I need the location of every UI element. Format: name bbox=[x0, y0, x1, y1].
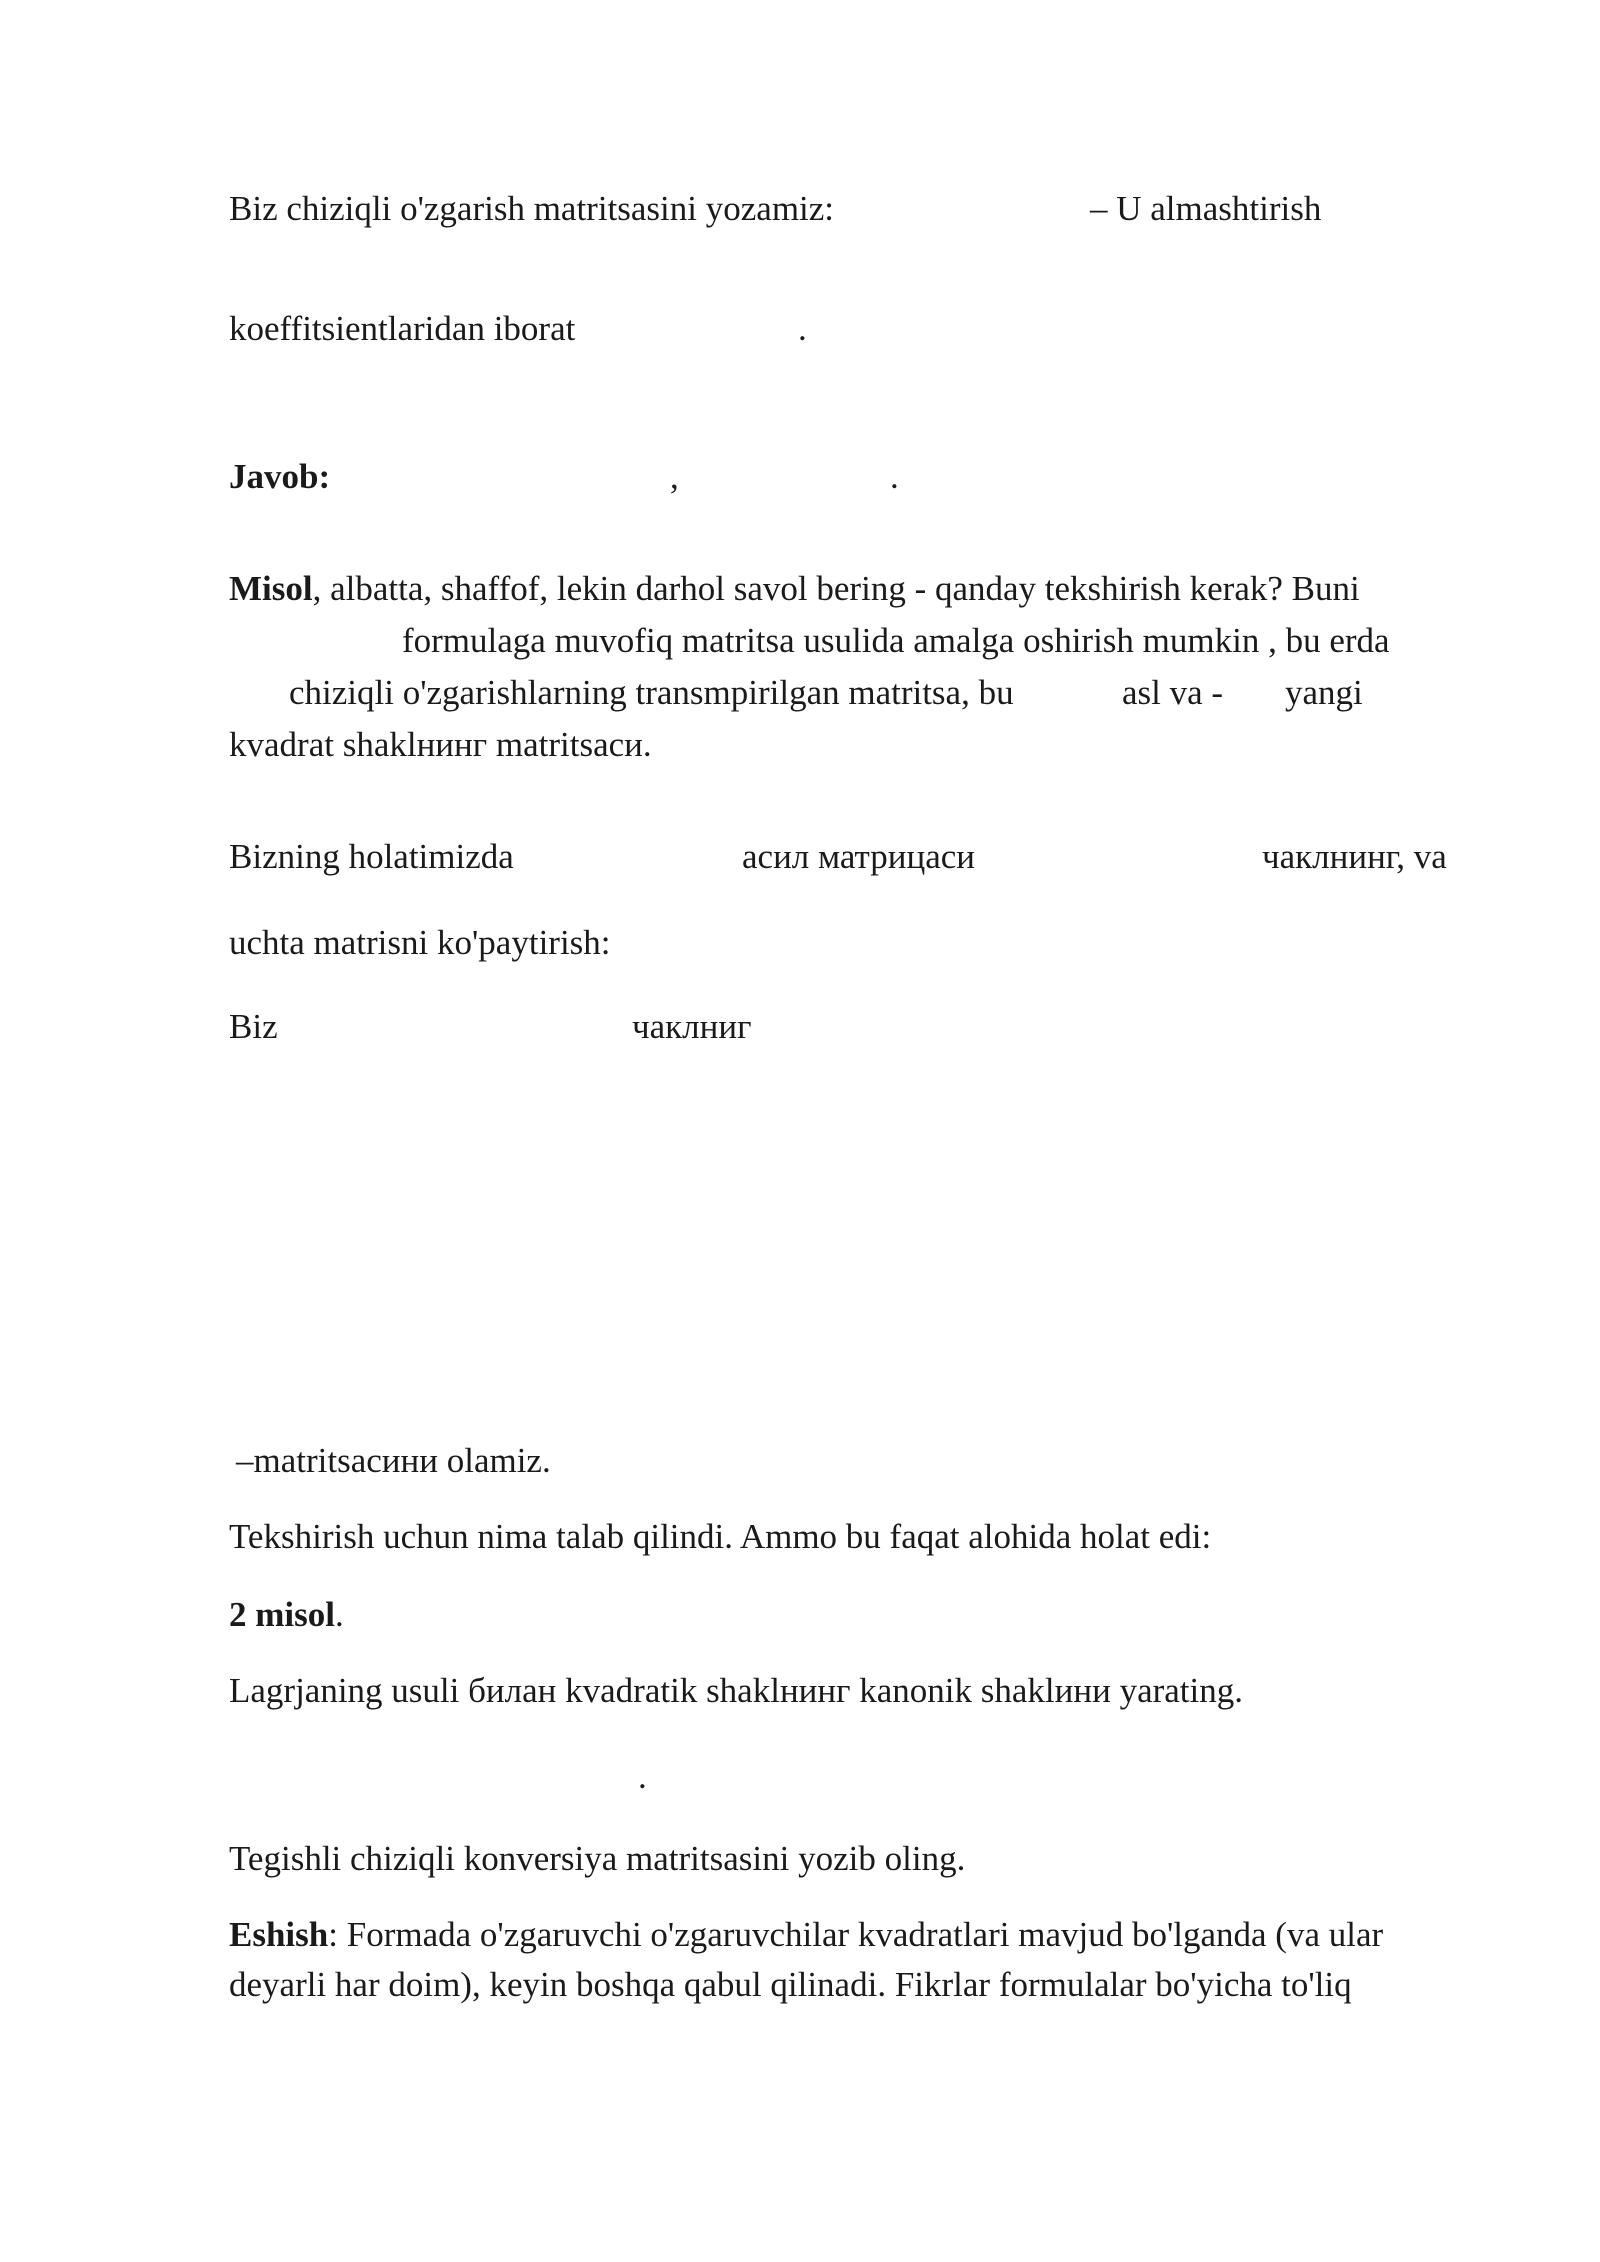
example1-line3a: chiziqli o'zgarishlarning transmpirilgan matritsa, bu bbox=[289, 673, 1014, 712]
task-line: Tegishli chiziqli konversiya matritsasini yozib oling. bbox=[229, 1839, 966, 1878]
case-line-b: асил матрицаси bbox=[742, 837, 976, 876]
answer-comma: , bbox=[670, 457, 679, 496]
check-line: Tekshirish uchun nima talab qilindi. Ammo bu faqat alohida holat edi: bbox=[229, 1517, 1212, 1556]
example1-line2: formulaga muvofiq matritsa usulida amalga oshirish mumkin , bu erda bbox=[402, 621, 1390, 660]
example1-line3c: yangi bbox=[1285, 673, 1363, 712]
solution-line2: deyarli har doim), keyin boshqa qabul qilinadi. Fikrlar formulalar bo'yicha to'liq bbox=[229, 1965, 1352, 2004]
example1-line1: Misol, albatta, shaffof, lekin darhol savol bering - qanday tekshirish kerak? Buni bbox=[229, 569, 1360, 608]
example2-heading: 2 misol. bbox=[229, 1595, 344, 1634]
solution-line1: Eshish: Formada o'zgaruvchi o'zgaruvchilar kvadratlari mavjud bo'lganda (va ular bbox=[229, 1915, 1384, 1954]
matrix-intro-text: Biz chiziqli o'zgarish matritsasini yozamiz: bbox=[229, 189, 835, 228]
case-line-a: Bizning holatimizda bbox=[229, 837, 514, 876]
biz-line-a: Biz bbox=[229, 1007, 278, 1046]
example1-line4: kvadrat shaklнинг matritsaси. bbox=[229, 725, 652, 764]
matrix-result-line: –matritsaсини olamiz. bbox=[236, 1441, 551, 1480]
example2-label: 2 misol bbox=[229, 1595, 335, 1634]
biz-line-b: чаклниг bbox=[632, 1007, 752, 1046]
example1-label: Misol bbox=[229, 569, 313, 608]
paragraph-matrix-intro bbox=[229, 188, 834, 230]
answer-label: Javob: bbox=[229, 457, 331, 496]
case-line-c: чаклнинг, va bbox=[1262, 837, 1447, 876]
matrix-intro-continuation: – U almashtirish bbox=[1090, 189, 1322, 228]
coefficients-period: . bbox=[798, 309, 807, 348]
multiply-line: uchta matrisni ko'paytirish: bbox=[229, 923, 611, 962]
formula-period: . bbox=[638, 1757, 647, 1796]
lagrange-line: Lagrjaning usuli билан kvadratik shaklнинг kanonik shaklини yarating. bbox=[229, 1671, 1243, 1710]
answer-period: . bbox=[890, 457, 899, 496]
example1-line3b: asl va - bbox=[1122, 673, 1224, 712]
paragraph-coefficients: koeffitsientlaridan iborat bbox=[229, 309, 576, 348]
solution-label: Eshish bbox=[229, 1915, 329, 1954]
